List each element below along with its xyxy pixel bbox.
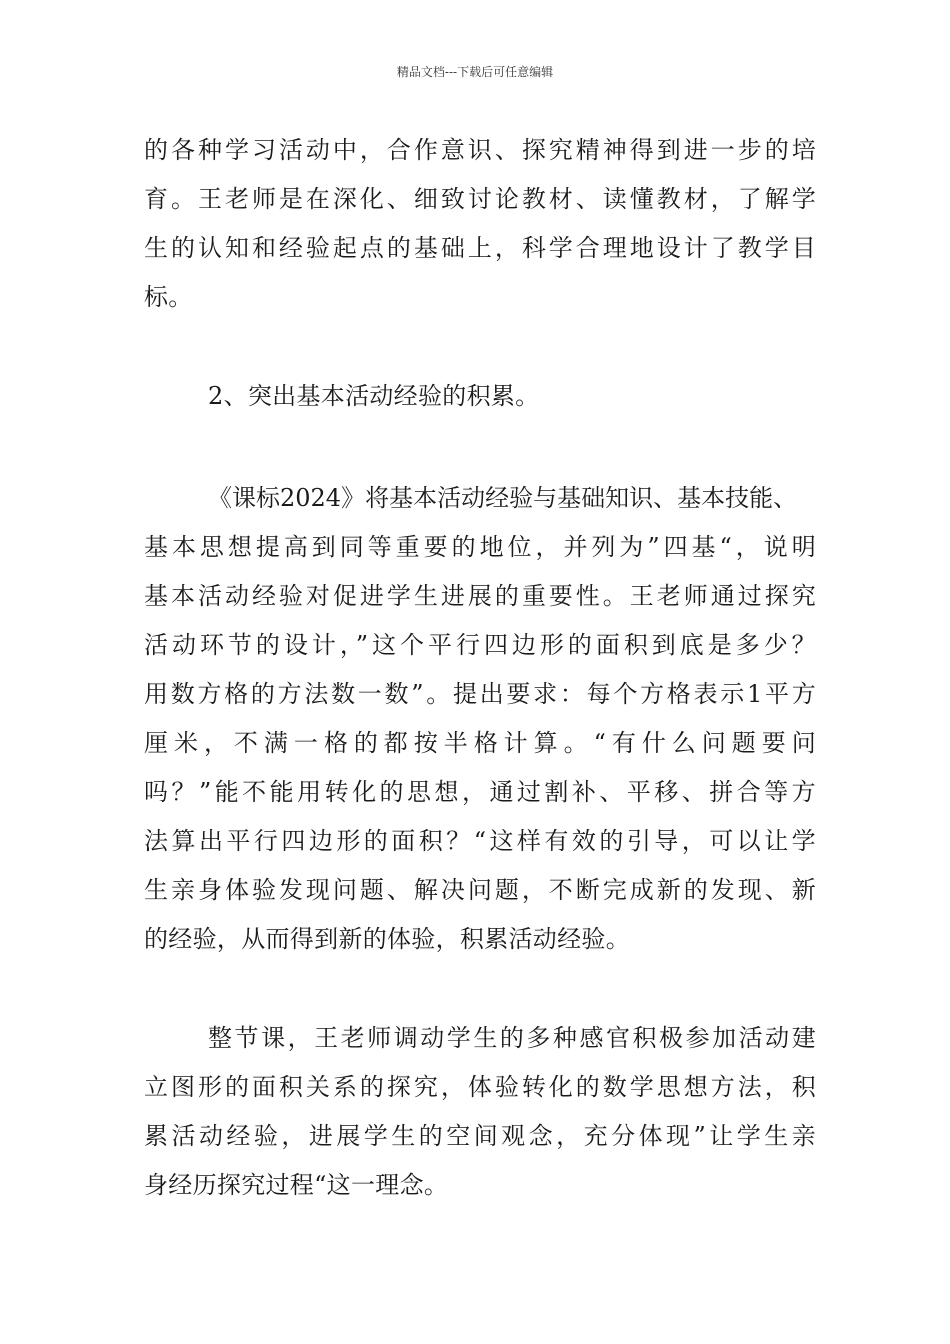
paragraph-line: 立图形的面积关系的探究，体验转化的数学思想方法，积 (144, 1073, 816, 1101)
paragraph-line: 厘米，不满一格的都按半格计算。“有什么问题要问 (144, 729, 816, 757)
paragraph-line: 生的认知和经验起点的基础上，科学合理地设计了教学目 (144, 234, 816, 262)
paragraph-line: 活动环节的设计，”这个平行四边形的面积到底是多少？ (144, 631, 816, 659)
paragraph-line: 整节课，王老师调动学生的多种感官积极参加活动建 (208, 1024, 816, 1052)
paragraph-line: 累活动经验，进展学生的空间观念，充分体现”让学生亲 (144, 1122, 816, 1150)
section-heading (144, 372, 816, 421)
paragraph-line: 生亲身体验发现问题、解决问题，不断完成新的发现、新 (144, 876, 816, 904)
paragraph-4 (144, 1014, 816, 1210)
paragraph-line: 法算出平行四边形的面积？“这样有效的引导，可以让学 (144, 827, 816, 855)
paragraph-line: 标。 (144, 283, 193, 311)
paragraph-line: 的各种学习活动中，合作意识、探究精神得到进一步的培 (144, 136, 816, 164)
paragraph-3 (144, 474, 816, 964)
paragraph-line: 基本活动经验对促进学生进展的重要性。王老师通过探究 (144, 582, 816, 610)
paragraph-line: 身经历探究过程“这一理念。 (144, 1171, 449, 1199)
section-heading-text: 2、突出基本活动经验的积累。 (208, 382, 540, 410)
paragraph-line: 基本思想提高到同等重要的地位，并列为”四基“，说明 (144, 533, 816, 561)
page-header: 精品文档---下载后可任意编辑 (396, 65, 554, 79)
paragraph-line: 的经验，从而得到新的体验，积累活动经验。 (144, 925, 630, 953)
paragraph-line: 育。王老师是在深化、细致讨论教材、读懂教材，了解学 (144, 185, 816, 213)
paragraph-line: 《课标2024》将基本活动经验与基础知识、基本技能、 (208, 484, 798, 512)
paragraph-line: 用数方格的方法数一数”。提出要求：每个方格表示1平方 (144, 680, 816, 708)
paragraph-1 (144, 126, 816, 322)
paragraph-line: 吗？”能不能用转化的思想，通过割补、平移、拼合等方 (144, 778, 816, 806)
